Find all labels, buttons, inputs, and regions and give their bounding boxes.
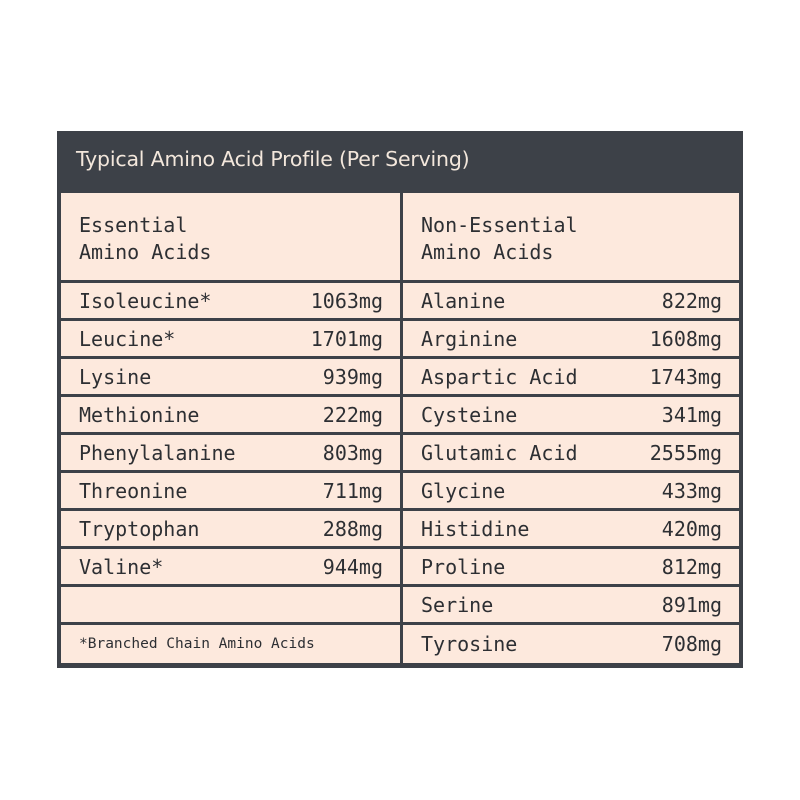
non-essential-value: 341mg (661, 402, 722, 427)
non-essential-name: Tyrosine (421, 632, 518, 656)
table-title-bar (57, 131, 743, 190)
essential-row (61, 283, 400, 318)
non-essential-value: 1743mg (649, 364, 722, 389)
non-essential-name: Cysteine (421, 402, 518, 427)
essential-value: 288mg (322, 516, 383, 541)
non-essential-name: Aspartic Acid (421, 364, 578, 389)
essential-name: Isoleucine* (79, 288, 212, 313)
essential-value: 711mg (322, 478, 383, 503)
table-title: Typical Amino Acid Profile (Per Serving) (76, 147, 470, 171)
non-essential-name: Histidine (421, 516, 530, 541)
essential-empty-row (61, 587, 400, 622)
essential-name: Methionine (79, 402, 200, 427)
essential-row (61, 359, 400, 394)
essential-value: 1063mg (310, 288, 383, 313)
footnote-cell (61, 625, 400, 663)
non-essential-header-cell (403, 193, 739, 280)
non-essential-value: 420mg (661, 516, 722, 541)
essential-row (61, 397, 400, 432)
essential-name: Lysine (79, 364, 152, 389)
essential-value: 944mg (322, 554, 383, 579)
essential-value: 939mg (322, 364, 383, 389)
non-essential-row (403, 549, 739, 584)
non-essential-name: Glycine (421, 478, 506, 503)
non-essential-name: Glutamic Acid (421, 440, 578, 465)
essential-value: 1701mg (310, 326, 383, 351)
essential-row (61, 473, 400, 508)
non-essential-row (403, 397, 739, 432)
non-essential-header (421, 212, 578, 266)
non-essential-header-line2: Amino Acids (421, 240, 554, 264)
non-essential-value: 708mg (661, 632, 722, 656)
non-essential-name: Proline (421, 554, 506, 579)
non-essential-row (403, 359, 739, 394)
non-essential-row (403, 511, 739, 546)
essential-row (61, 511, 400, 546)
non-essential-row (403, 321, 739, 356)
essential-header-cell (61, 193, 400, 280)
non-essential-row (403, 473, 739, 508)
essential-name: Threonine (79, 478, 188, 503)
non-essential-row (403, 283, 739, 318)
essential-row (61, 435, 400, 470)
non-essential-value: 822mg (661, 288, 722, 313)
non-essential-header-line1: Non-Essential (421, 213, 578, 237)
non-essential-value: 891mg (661, 592, 722, 617)
non-essential-value: 812mg (661, 554, 722, 579)
non-essential-value: 1608mg (649, 326, 722, 351)
essential-name: Tryptophan (79, 516, 200, 541)
non-essential-row (403, 625, 739, 663)
footnote: *Branched Chain Amino Acids (79, 636, 315, 652)
non-essential-name: Alanine (421, 288, 506, 313)
essential-value: 803mg (322, 440, 383, 465)
non-essential-value: 433mg (661, 478, 722, 503)
amino-acid-table (57, 131, 743, 668)
essential-name: Leucine* (79, 326, 176, 351)
non-essential-name: Serine (421, 592, 494, 617)
essential-name: Valine* (79, 554, 164, 579)
non-essential-row (403, 587, 739, 622)
essential-value: 222mg (322, 402, 383, 427)
essential-header-line1: Essential (79, 213, 188, 237)
non-essential-row (403, 435, 739, 470)
essential-name: Phenylalanine (79, 440, 236, 465)
essential-row (61, 321, 400, 356)
non-essential-value: 2555mg (649, 440, 722, 465)
essential-header-line2: Amino Acids (79, 240, 212, 264)
essential-row (61, 549, 400, 584)
essential-header (79, 212, 211, 266)
non-essential-name: Arginine (421, 326, 518, 351)
